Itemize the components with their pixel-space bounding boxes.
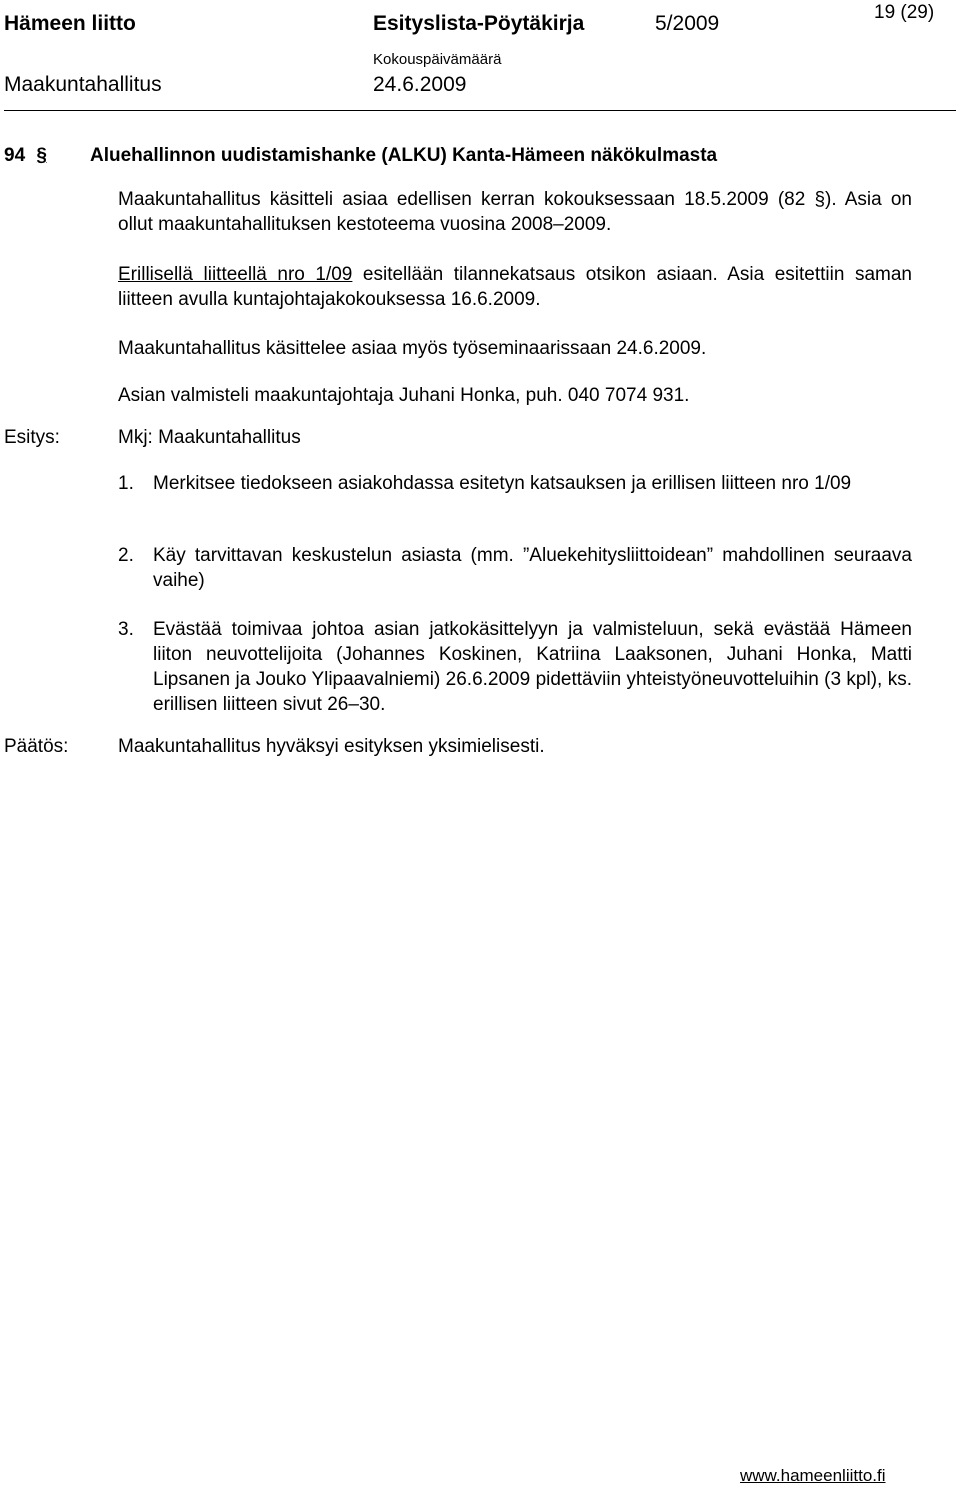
page-indicator: 19 (29)	[874, 2, 935, 23]
section-symbol: §	[36, 145, 47, 166]
section-title: Aluehallinnon uudistamishanke (ALKU) Kanta-Hämeen näkökulmasta	[90, 145, 718, 166]
date-label: Kokouspäivämäärä	[373, 51, 502, 68]
header-body-name: Maakuntahallitus	[4, 73, 162, 96]
proposal-item-number: 1.	[118, 473, 134, 494]
header-org: Hämeen liitto	[4, 12, 136, 35]
paragraph-4: Asian valmisteli maakuntajohtaja Juhani Honka, puh. 040 7074 931.	[118, 385, 690, 406]
paragraph-3: Maakuntahallitus käsittelee asiaa myös työseminaarissaan 24.6.2009.	[118, 338, 707, 359]
website-link[interactable]: www.hameenliitto.fi	[740, 1466, 886, 1485]
paragraph-1: Maakuntahallitus käsitteli asiaa edellisen kerran kokouksessaan 18.5.2009 (82 §). Asia on ollut maakuntahallituksen kestoteema vuosina 2008–2009.	[118, 189, 912, 235]
header-doc-number: 5/2009	[655, 12, 720, 35]
proposal-label: Esitys:	[4, 427, 60, 448]
decision-label: Päätös:	[4, 736, 69, 757]
proposal-item-number: 2.	[118, 545, 134, 566]
proposal-item-text: Käy tarvittavan keskustelun asiasta (mm. ”Aluekehitysliittoidean” mahdollinen seuraava vaihe)	[153, 545, 912, 591]
proposal-item-number: 3.	[118, 619, 134, 640]
decision-text: Maakuntahallitus hyväksyi esityksen yksimielisesti.	[118, 736, 545, 757]
header-doc-type: Esityslista-Pöytäkirja	[373, 12, 585, 35]
header-divider	[4, 110, 956, 111]
proposal-presenter: Mkj: Maakuntahallitus	[118, 427, 301, 448]
paragraph-2-text: esitellään tilannekatsaus otsikon asiaan. Asia esitettiin saman liitteen avulla kuntajohtajakokouksessa 16.6.2009.	[118, 264, 913, 310]
attachment-link[interactable]: Erillisellä liitteellä nro 1/09	[118, 264, 353, 285]
footer	[740, 1466, 886, 1486]
paragraph-2	[118, 262, 912, 312]
proposal-item-text: Merkitsee tiedokseen asiakohdassa esitetyn katsauksen ja erillisen liitteen nro 1/09	[153, 473, 852, 494]
proposal-item-text: Evästää toimivaa johtoa asian jatkokäsittelyyn ja valmisteluun, sekä evästää Hämeen liiton neuvottelijoita (Johannes Koskinen, Katriina Laaksonen, Juhani Honka, Matti Lipsanen ja Jouko Ylipaavalniemi) 26.6.2009 pidettäviin yhteistyöneuvotteluihin (3 kpl), ks. erillisen liitteen sivut 26–30.	[153, 619, 912, 715]
header-meeting-date: 24.6.2009	[373, 73, 467, 96]
section-number: 94 §	[4, 145, 47, 166]
